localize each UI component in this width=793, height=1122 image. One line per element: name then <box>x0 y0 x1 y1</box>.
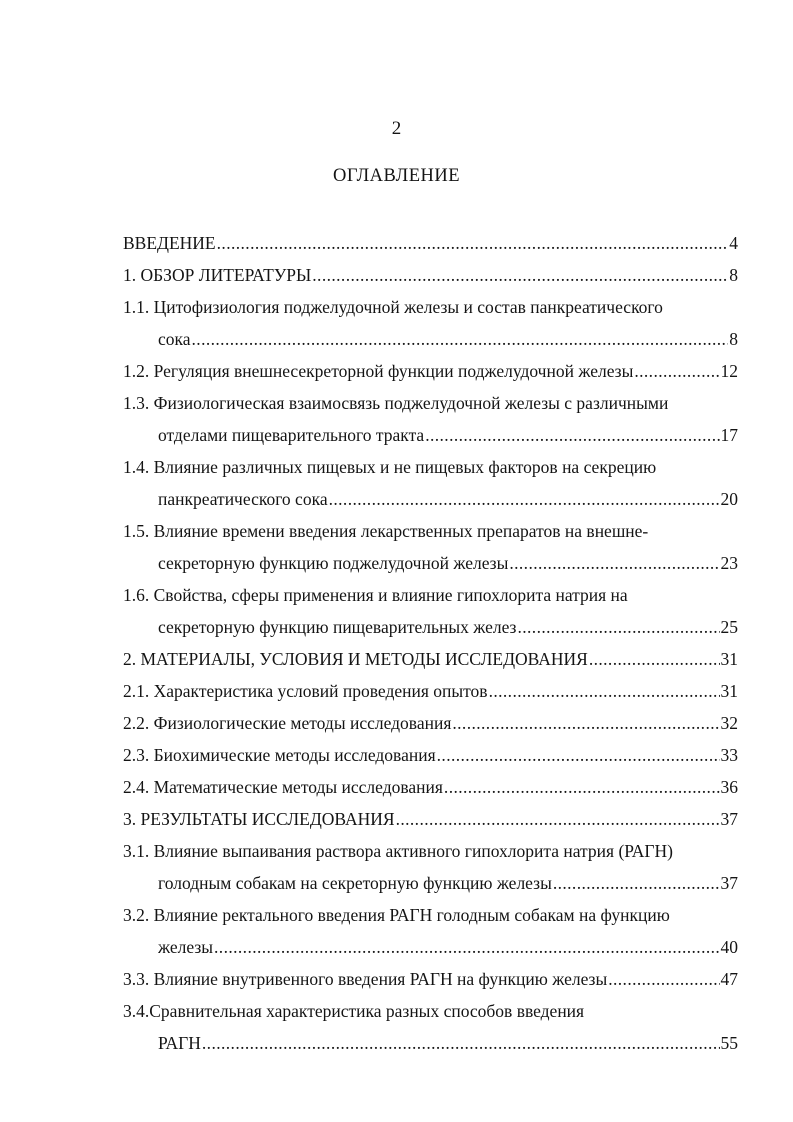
toc-page-number: 20 <box>720 489 738 509</box>
toc-entry <box>123 904 670 926</box>
toc-entry <box>123 584 628 606</box>
toc-leader-dots <box>192 328 729 350</box>
toc-page-number: 31 <box>720 681 738 701</box>
toc-entry-label: 2.2. Физиологические методы исследования <box>123 713 452 733</box>
toc-entry <box>123 456 656 478</box>
toc-entry-label: 1. ОБЗОР ЛИТЕРАТУРЫ <box>123 265 312 285</box>
toc-entry-continuation <box>158 1032 738 1054</box>
toc-entry-label: 1.5. Влияние времени введения лекарственных препаратов на внешне- <box>123 521 649 541</box>
toc-page-number: 23 <box>720 553 738 573</box>
toc-entry <box>123 648 738 670</box>
toc-page-number: 37 <box>720 873 738 893</box>
toc-entry-label: 2.3. Биохимические методы исследования <box>123 745 436 765</box>
toc-entry <box>123 808 738 830</box>
toc-entry <box>123 712 738 734</box>
toc-entry-label: 1.6. Свойства, сферы применения и влияние гипохлорита натрия на <box>123 585 628 605</box>
toc-entry-label-cont: панкреатического сока <box>158 489 328 509</box>
toc-leader-dots <box>509 552 719 574</box>
toc-entry <box>123 232 738 254</box>
toc-entry-label: 3.3. Влияние внутривенного введения РАГН на функцию железы <box>123 969 608 989</box>
page-number: 2 <box>391 118 402 139</box>
toc-entry-label-cont: секреторную функцию пищеварительных желез <box>158 617 517 637</box>
toc-entry-label: 2.4. Математические методы исследования <box>123 777 443 797</box>
toc-page-number: 40 <box>720 937 738 957</box>
toc-entry <box>123 392 668 414</box>
toc-leader-dots <box>608 968 719 990</box>
toc-entry <box>123 744 738 766</box>
toc-entry-continuation <box>158 488 738 510</box>
toc-entry-continuation <box>158 424 738 446</box>
toc-entry-label: ВВЕДЕНИЕ <box>123 233 216 253</box>
toc-page-number: 32 <box>720 713 738 733</box>
toc-entry-label-cont: РАГН <box>158 1033 201 1053</box>
toc-entry-label: 1.1. Цитофизиология поджелудочной железы и состав панкреатического <box>123 297 663 317</box>
toc-leader-dots <box>396 808 720 830</box>
toc-entry-label: 3.1. Влияние выпаивания раствора активного гипохлорита натрия (РАГН) <box>123 841 674 861</box>
toc-leader-dots <box>553 872 720 894</box>
toc-page-number: 31 <box>720 649 738 669</box>
toc-entry-label: 1.3. Физиологическая взаимосвязь поджелудочной железы с различными <box>123 393 669 413</box>
toc-page-number: 25 <box>720 617 738 637</box>
toc-leader-dots <box>437 744 720 766</box>
toc-leader-dots <box>217 232 729 254</box>
toc-entry <box>123 680 738 702</box>
toc-entry-label: 3.2. Влияние ректального введения РАГН голодным собакам на функцию <box>123 905 670 925</box>
toc-page-number: 12 <box>720 361 738 381</box>
toc-leader-dots <box>452 712 719 734</box>
toc-leader-dots <box>444 776 720 798</box>
toc-entry <box>123 296 663 318</box>
toc-leader-dots <box>634 360 719 382</box>
toc-entry-continuation <box>158 616 738 638</box>
page-title: ОГЛАВЛЕНИЕ <box>332 166 461 186</box>
toc-entry <box>123 520 648 542</box>
toc-entry-continuation <box>158 936 738 958</box>
toc-leader-dots <box>589 648 720 670</box>
toc-entry-label: 1.2. Регуляция внешнесекреторной функции поджелудочной железы <box>123 361 634 381</box>
toc-entry-label: 3.4.Сравнительная характеристика разных способов введения <box>123 1001 585 1021</box>
toc-entry <box>123 264 738 286</box>
toc-entry-label-cont: отделами пищеварительного тракта <box>158 425 425 445</box>
toc-page-number: 36 <box>720 777 738 797</box>
toc-page-number: 8 <box>729 265 738 285</box>
toc-entry <box>123 1000 584 1022</box>
toc-entry-continuation <box>158 328 738 350</box>
toc-entry-label-cont: секреторную функцию поджелудочной железы <box>158 553 509 573</box>
toc-entry-label-cont: сока <box>158 329 191 349</box>
toc-page-number: 4 <box>729 233 738 253</box>
toc-entry <box>123 360 738 382</box>
toc-entry-continuation <box>158 872 738 894</box>
toc-leader-dots <box>312 264 728 286</box>
toc-entry-continuation <box>158 552 738 574</box>
toc-entry-label: 1.4. Влияние различных пищевых и не пищевых факторов на секрецию <box>123 457 657 477</box>
toc-leader-dots <box>517 616 719 638</box>
toc-leader-dots <box>329 488 720 510</box>
toc-entry <box>123 840 673 862</box>
toc-page-number: 37 <box>720 809 738 829</box>
toc-leader-dots <box>489 680 720 702</box>
toc-page-number: 8 <box>729 329 738 349</box>
toc-leader-dots <box>425 424 719 446</box>
toc-entry-label: 2. МАТЕРИАЛЫ, УСЛОВИЯ И МЕТОДЫ ИССЛЕДОВАНИЯ <box>123 649 588 669</box>
toc-entry <box>123 968 738 990</box>
toc-entry-label: 3. РЕЗУЛЬТАТЫ ИССЛЕДОВАНИЯ <box>123 809 395 829</box>
toc-entry-label: 2.1. Характеристика условий проведения опытов <box>123 681 488 701</box>
toc-page-number: 47 <box>720 969 738 989</box>
toc-leader-dots <box>214 936 719 958</box>
toc-leader-dots <box>202 1032 720 1054</box>
toc-page-number: 33 <box>720 745 738 765</box>
toc-entry-label-cont: голодным собакам на секреторную функцию железы <box>158 873 552 893</box>
toc-entry-label-cont: железы <box>158 937 214 957</box>
toc-page-number: 17 <box>720 425 738 445</box>
toc-page-number: 55 <box>720 1033 738 1053</box>
toc-entry <box>123 776 738 798</box>
